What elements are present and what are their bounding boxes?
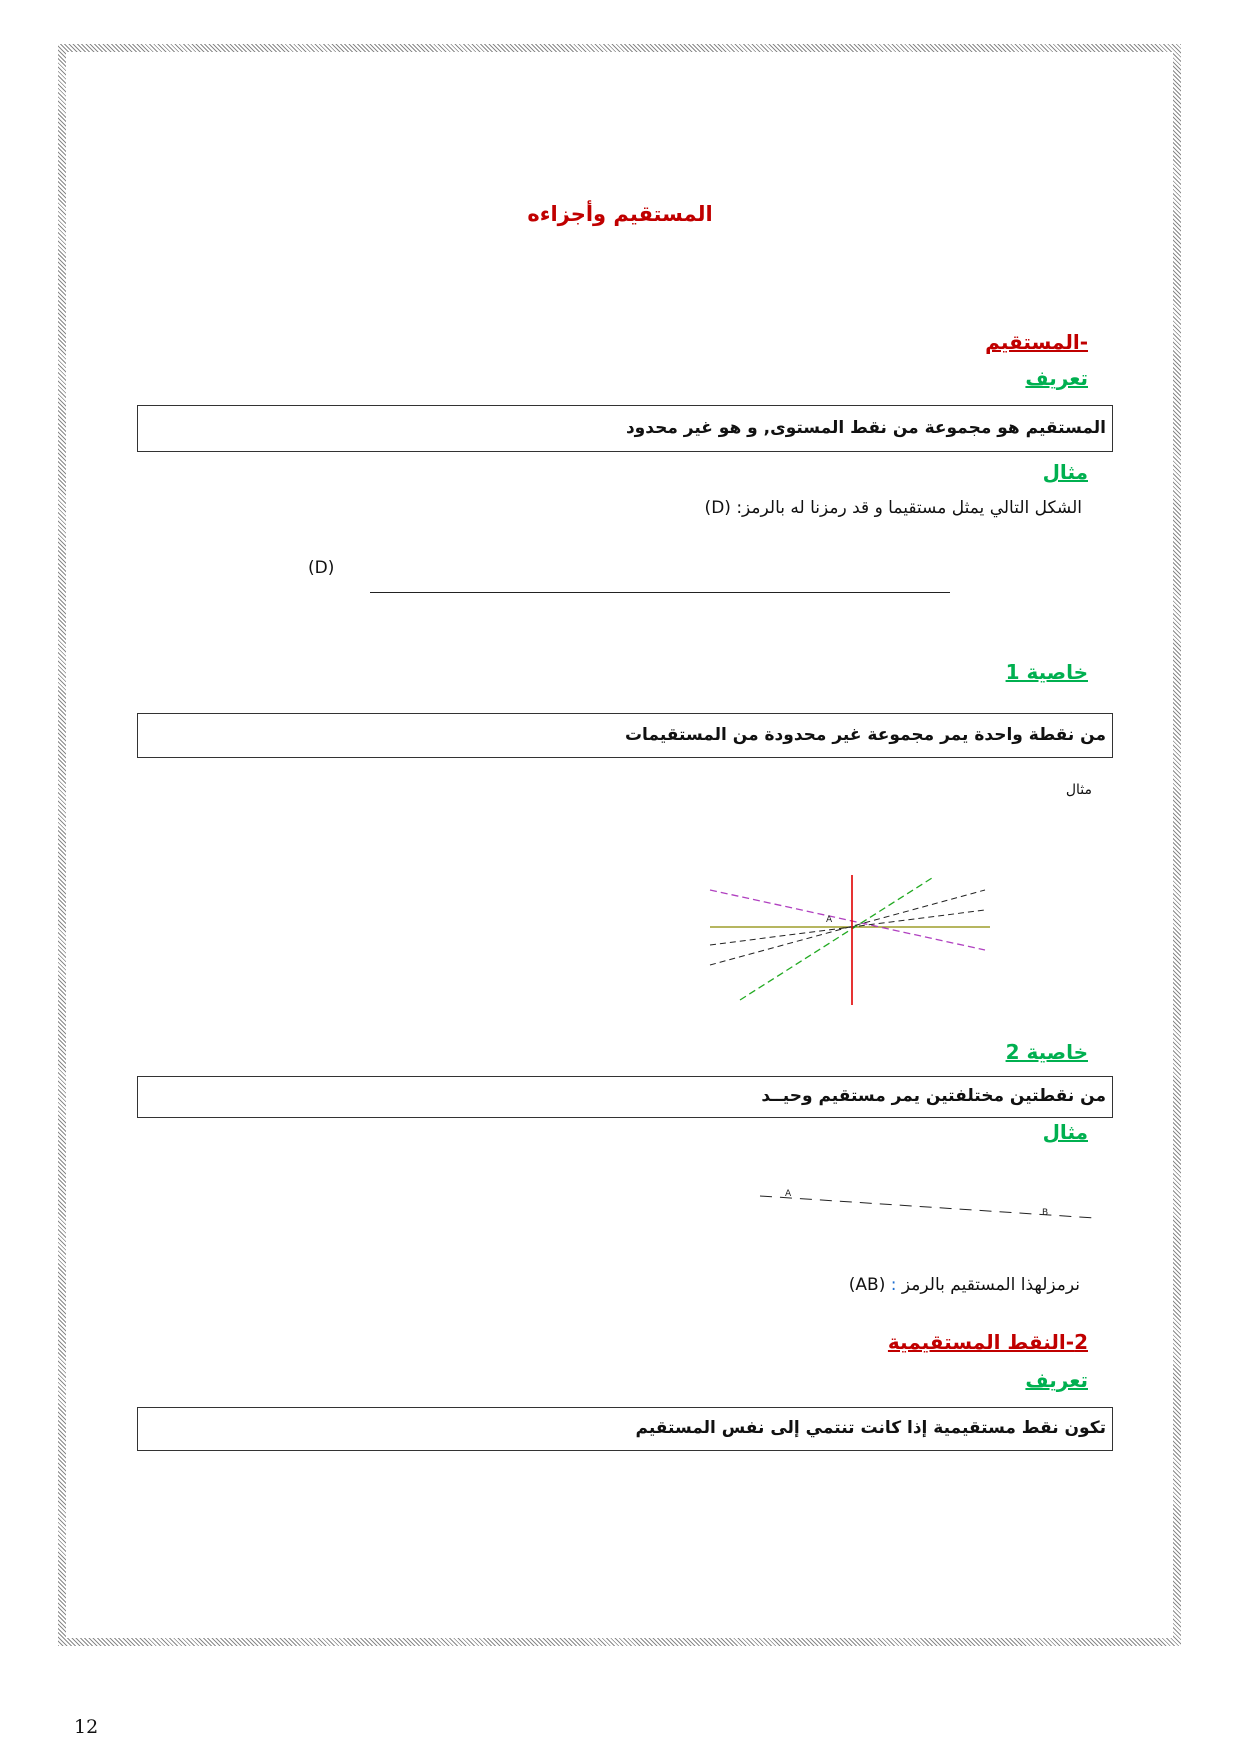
line-green <box>740 878 932 1000</box>
notation-text: نرمزلهذا المستقيم بالرمز <box>901 1275 1080 1295</box>
notation-line <box>849 1275 1080 1295</box>
line-d <box>370 592 950 593</box>
section2-definition-text: تكون نقط مستقيمية إذا كانت تنتمي إلى نفس المستقيم <box>635 1418 1106 1438</box>
example-label: مثال <box>1042 460 1088 484</box>
property2-example-label: مثال <box>1042 1120 1088 1144</box>
property1-label: خاصية 1 <box>1005 660 1088 684</box>
concurrent-lines-figure <box>700 870 1000 1010</box>
line-label-d: (D) <box>308 558 335 578</box>
section2-heading: 2-النقط المستقيمية <box>887 1330 1088 1354</box>
property1-text: من نقطة واحدة يمر مجموعة غير محدودة من المستقيمات <box>624 725 1106 745</box>
definition-text: المستقيم هو مجموعة من نقط المستوى, و هو غير محدود <box>625 418 1106 438</box>
line-purple <box>710 890 985 950</box>
definition-label: تعريف <box>1025 366 1088 390</box>
point-b-label: B <box>1042 1208 1049 1218</box>
section-heading-line: -المستقيم <box>985 330 1088 354</box>
property2-box <box>137 1076 1113 1118</box>
example-text: الشكل التالي يمثل مستقيما و قد رمزنا له بالرمز: (D) <box>704 498 1082 518</box>
page-border <box>58 44 1181 1646</box>
line-ab-figure <box>740 1188 1100 1224</box>
definition-box <box>137 405 1113 452</box>
point-a-label-2: A <box>785 1189 792 1199</box>
property2-text: من نقطتين مختلفتين يمر مستقيم وحيــد <box>761 1086 1106 1106</box>
point-a-label: A <box>826 915 833 925</box>
page-title: المستقيم وأجزاءه <box>527 202 713 226</box>
section2-definition-box <box>137 1407 1113 1451</box>
page-number: 12 <box>74 1716 99 1738</box>
property1-example-label: مثال <box>1065 782 1092 798</box>
notation-colon: : <box>890 1275 897 1295</box>
section2-definition-label: تعريف <box>1025 1368 1088 1392</box>
notation-symbol: (AB) <box>848 1275 886 1295</box>
property2-label: خاصية 2 <box>1005 1040 1088 1064</box>
property1-box <box>137 713 1113 758</box>
